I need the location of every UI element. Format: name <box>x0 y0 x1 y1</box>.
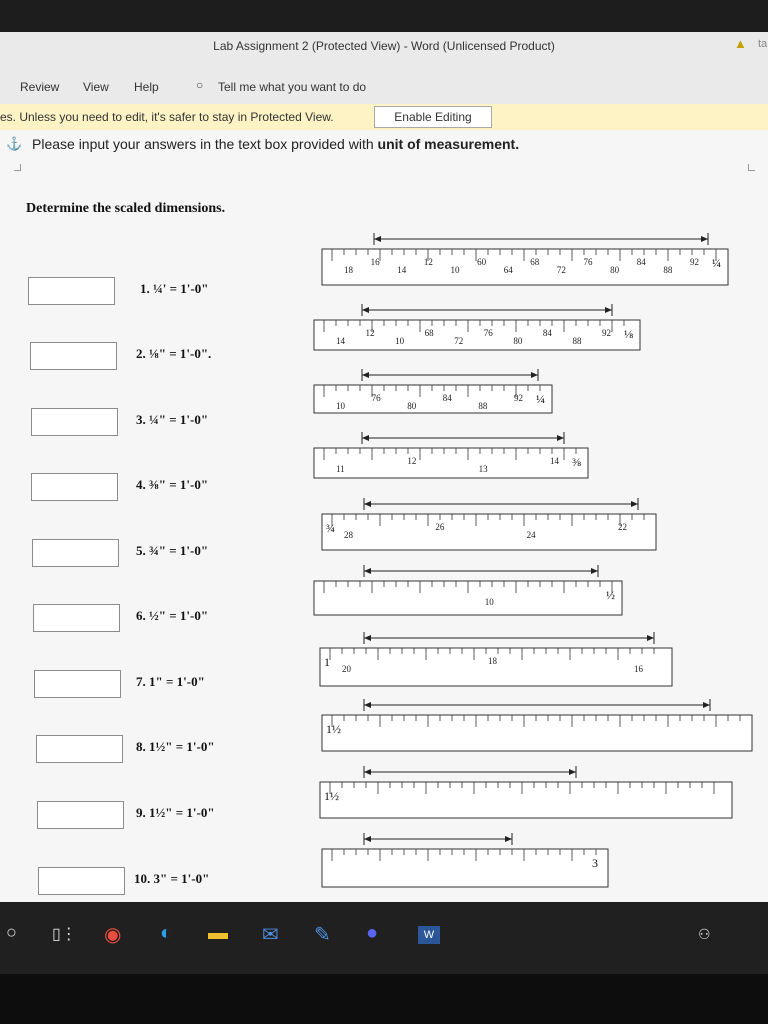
arrowhead-left <box>364 702 371 708</box>
monitor-bezel <box>0 0 768 32</box>
ruler-number: 14 <box>397 265 407 275</box>
ruler-number: 80 <box>610 265 620 275</box>
problem-label-7: 7. 1" = 1'-0" <box>136 674 205 689</box>
word-icon[interactable]: W <box>418 926 440 944</box>
ruler-number: 68 <box>424 328 434 338</box>
people-icon[interactable]: ⚇ <box>698 926 711 942</box>
ruler-5 <box>322 514 656 550</box>
taskbar <box>0 902 768 974</box>
ruler-number: 88 <box>572 336 582 346</box>
ruler-scale-label: ⅛ <box>624 327 633 341</box>
problem-label-2: 2. ⅛" = 1'-0". <box>136 346 212 361</box>
arrowhead-left <box>362 435 369 441</box>
problem-label-10: 10. 3" = 1'-0" <box>134 871 210 886</box>
document-page <box>0 130 768 902</box>
tab-review[interactable]: Review <box>20 80 60 94</box>
ruler-8 <box>322 715 752 751</box>
screen <box>0 32 768 902</box>
problem-label-9: 9. 1½" = 1'-0" <box>136 805 215 820</box>
ruler-scale-label: ¼ <box>536 392 545 406</box>
arrowhead-left <box>364 501 371 507</box>
ruler-number: 12 <box>423 257 433 267</box>
enable-editing-button[interactable]: Enable Editing <box>374 106 492 128</box>
ruler-scale-label: 3 <box>592 856 598 870</box>
title-edge-text: ta <box>758 38 768 50</box>
ruler-number: 92 <box>514 393 523 403</box>
mail-icon[interactable]: ✉ <box>262 924 279 946</box>
arrowhead-right <box>703 702 710 708</box>
problem-label-5: 5. ¾" = 1'-0" <box>136 543 209 558</box>
ruler-number: 72 <box>556 265 566 275</box>
ruler-number: 84 <box>542 328 552 338</box>
ruler-number: 92 <box>602 328 611 338</box>
warning-icon[interactable]: ▲ <box>734 36 747 51</box>
ruler-number: 11 <box>336 464 345 474</box>
ruler-9 <box>320 782 732 818</box>
ruler-number: 72 <box>454 336 464 346</box>
arrowhead-right <box>557 435 564 441</box>
ruler-number: 60 <box>477 257 487 267</box>
anchor-icon: ⚓ <box>6 136 23 151</box>
ruler-number: 16 <box>370 257 380 267</box>
laptop-body <box>0 974 768 1024</box>
ruler-scale-label: 1½ <box>326 722 341 736</box>
ruler-4 <box>314 448 588 478</box>
arrowhead-right <box>531 372 538 378</box>
arrowhead-left <box>364 635 371 641</box>
ruler-number: 88 <box>478 401 488 411</box>
lightbulb-icon: ○ <box>196 78 204 92</box>
tell-me-search[interactable]: Tell me what you want to do <box>218 80 367 94</box>
problem-label-8: 8. 1½" = 1'-0" <box>136 739 215 754</box>
ruler-number: 13 <box>478 464 488 474</box>
ruler-number: 24 <box>526 530 536 540</box>
arrowhead-left <box>374 236 381 242</box>
ruler-scale-label: ½ <box>606 588 615 602</box>
ruler-scale-label: ¾ <box>326 521 335 535</box>
protected-view-bar <box>0 104 768 131</box>
arrowhead-left <box>364 769 371 775</box>
arrowhead-right <box>591 568 598 574</box>
ruler-number: 84 <box>636 257 646 267</box>
ruler-number: 10 <box>450 265 460 275</box>
ruler-number: 80 <box>407 401 417 411</box>
instruction-text: Please input your answers in the text box provided with <box>32 136 374 152</box>
ruler-scale-label: 1½ <box>324 789 339 803</box>
scale-rulers <box>0 130 768 902</box>
ruler-number: 88 <box>663 265 673 275</box>
chrome-icon[interactable]: ◉ <box>104 924 122 946</box>
ruler-number: 76 <box>483 328 493 338</box>
ruler-scale-label: ⅜ <box>572 455 581 469</box>
ruler-number: 68 <box>530 257 540 267</box>
ruler-number: 28 <box>344 530 353 540</box>
arrowhead-left <box>364 568 371 574</box>
task-view-icon[interactable]: ▯⋮ <box>52 926 77 943</box>
ruler-number: 80 <box>513 336 523 346</box>
title-bar <box>0 32 768 66</box>
file-explorer-icon[interactable]: ▬ <box>208 922 228 944</box>
problem-label-3: 3. ¼" = 1'-0" <box>136 412 209 427</box>
protected-view-message: es. Unless you need to edit, it's safer to stay in Protected View. <box>0 110 334 124</box>
ruler-number: 76 <box>371 393 381 403</box>
ruler-number: 14 <box>336 336 345 346</box>
arrowhead-right <box>647 635 654 641</box>
arrowhead-left <box>364 836 371 842</box>
ruler-number: 84 <box>442 393 452 403</box>
ruler-10 <box>322 849 608 887</box>
ruler-number: 26 <box>435 522 445 532</box>
tab-help[interactable]: Help <box>134 80 159 94</box>
window-title: Lab Assignment 2 (Protected View) - Word (Unlicensed Product) <box>213 39 555 53</box>
arrowhead-right <box>569 769 576 775</box>
ruler-number: 20 <box>342 664 351 674</box>
arrowhead-right <box>701 236 708 242</box>
ruler-number: 64 <box>503 265 513 275</box>
ruler-scale-label: 1 <box>324 655 330 669</box>
ruler-2 <box>314 320 640 350</box>
arrowhead-right <box>631 501 638 507</box>
ruler-number: 12 <box>407 456 417 466</box>
discord-icon[interactable]: ● <box>366 922 379 944</box>
ruler-scale-label: ¼ <box>712 256 721 270</box>
arrowhead-left <box>362 307 369 313</box>
problem-label-1: 1. ¼' = 1'-0" <box>140 281 209 296</box>
arrowhead-right <box>505 836 512 842</box>
ruler-number: 10 <box>336 401 345 411</box>
ruler-number: 14 <box>550 456 559 466</box>
ruler-number: 10 <box>484 597 494 607</box>
ribbon-tabs <box>0 66 768 106</box>
problem-label-6: 6. ½" = 1'-0" <box>136 608 209 623</box>
ruler-number: 76 <box>583 257 593 267</box>
arrowhead-right <box>605 307 612 313</box>
edge-icon[interactable]: ◐ <box>160 922 173 944</box>
ruler-number: 10 <box>395 336 405 346</box>
arrowhead-left <box>362 372 369 378</box>
instruction-bold: unit of measurement. <box>377 136 520 152</box>
ruler-7 <box>320 648 672 686</box>
problem-label-4: 4. ⅜" = 1'-0" <box>136 477 209 492</box>
pen-icon[interactable]: ✎ <box>314 924 331 946</box>
ruler-number: 18 <box>344 265 353 275</box>
section-heading: Determine the scaled dimensions. <box>26 201 226 216</box>
tab-view[interactable]: View <box>83 80 109 94</box>
ruler-number: 12 <box>365 328 375 338</box>
search-icon[interactable]: ○ <box>6 922 17 942</box>
ruler-number: 18 <box>488 656 497 666</box>
ruler-number: 22 <box>618 522 627 532</box>
ruler-number: 92 <box>690 257 699 267</box>
ruler-number: 16 <box>634 664 643 674</box>
